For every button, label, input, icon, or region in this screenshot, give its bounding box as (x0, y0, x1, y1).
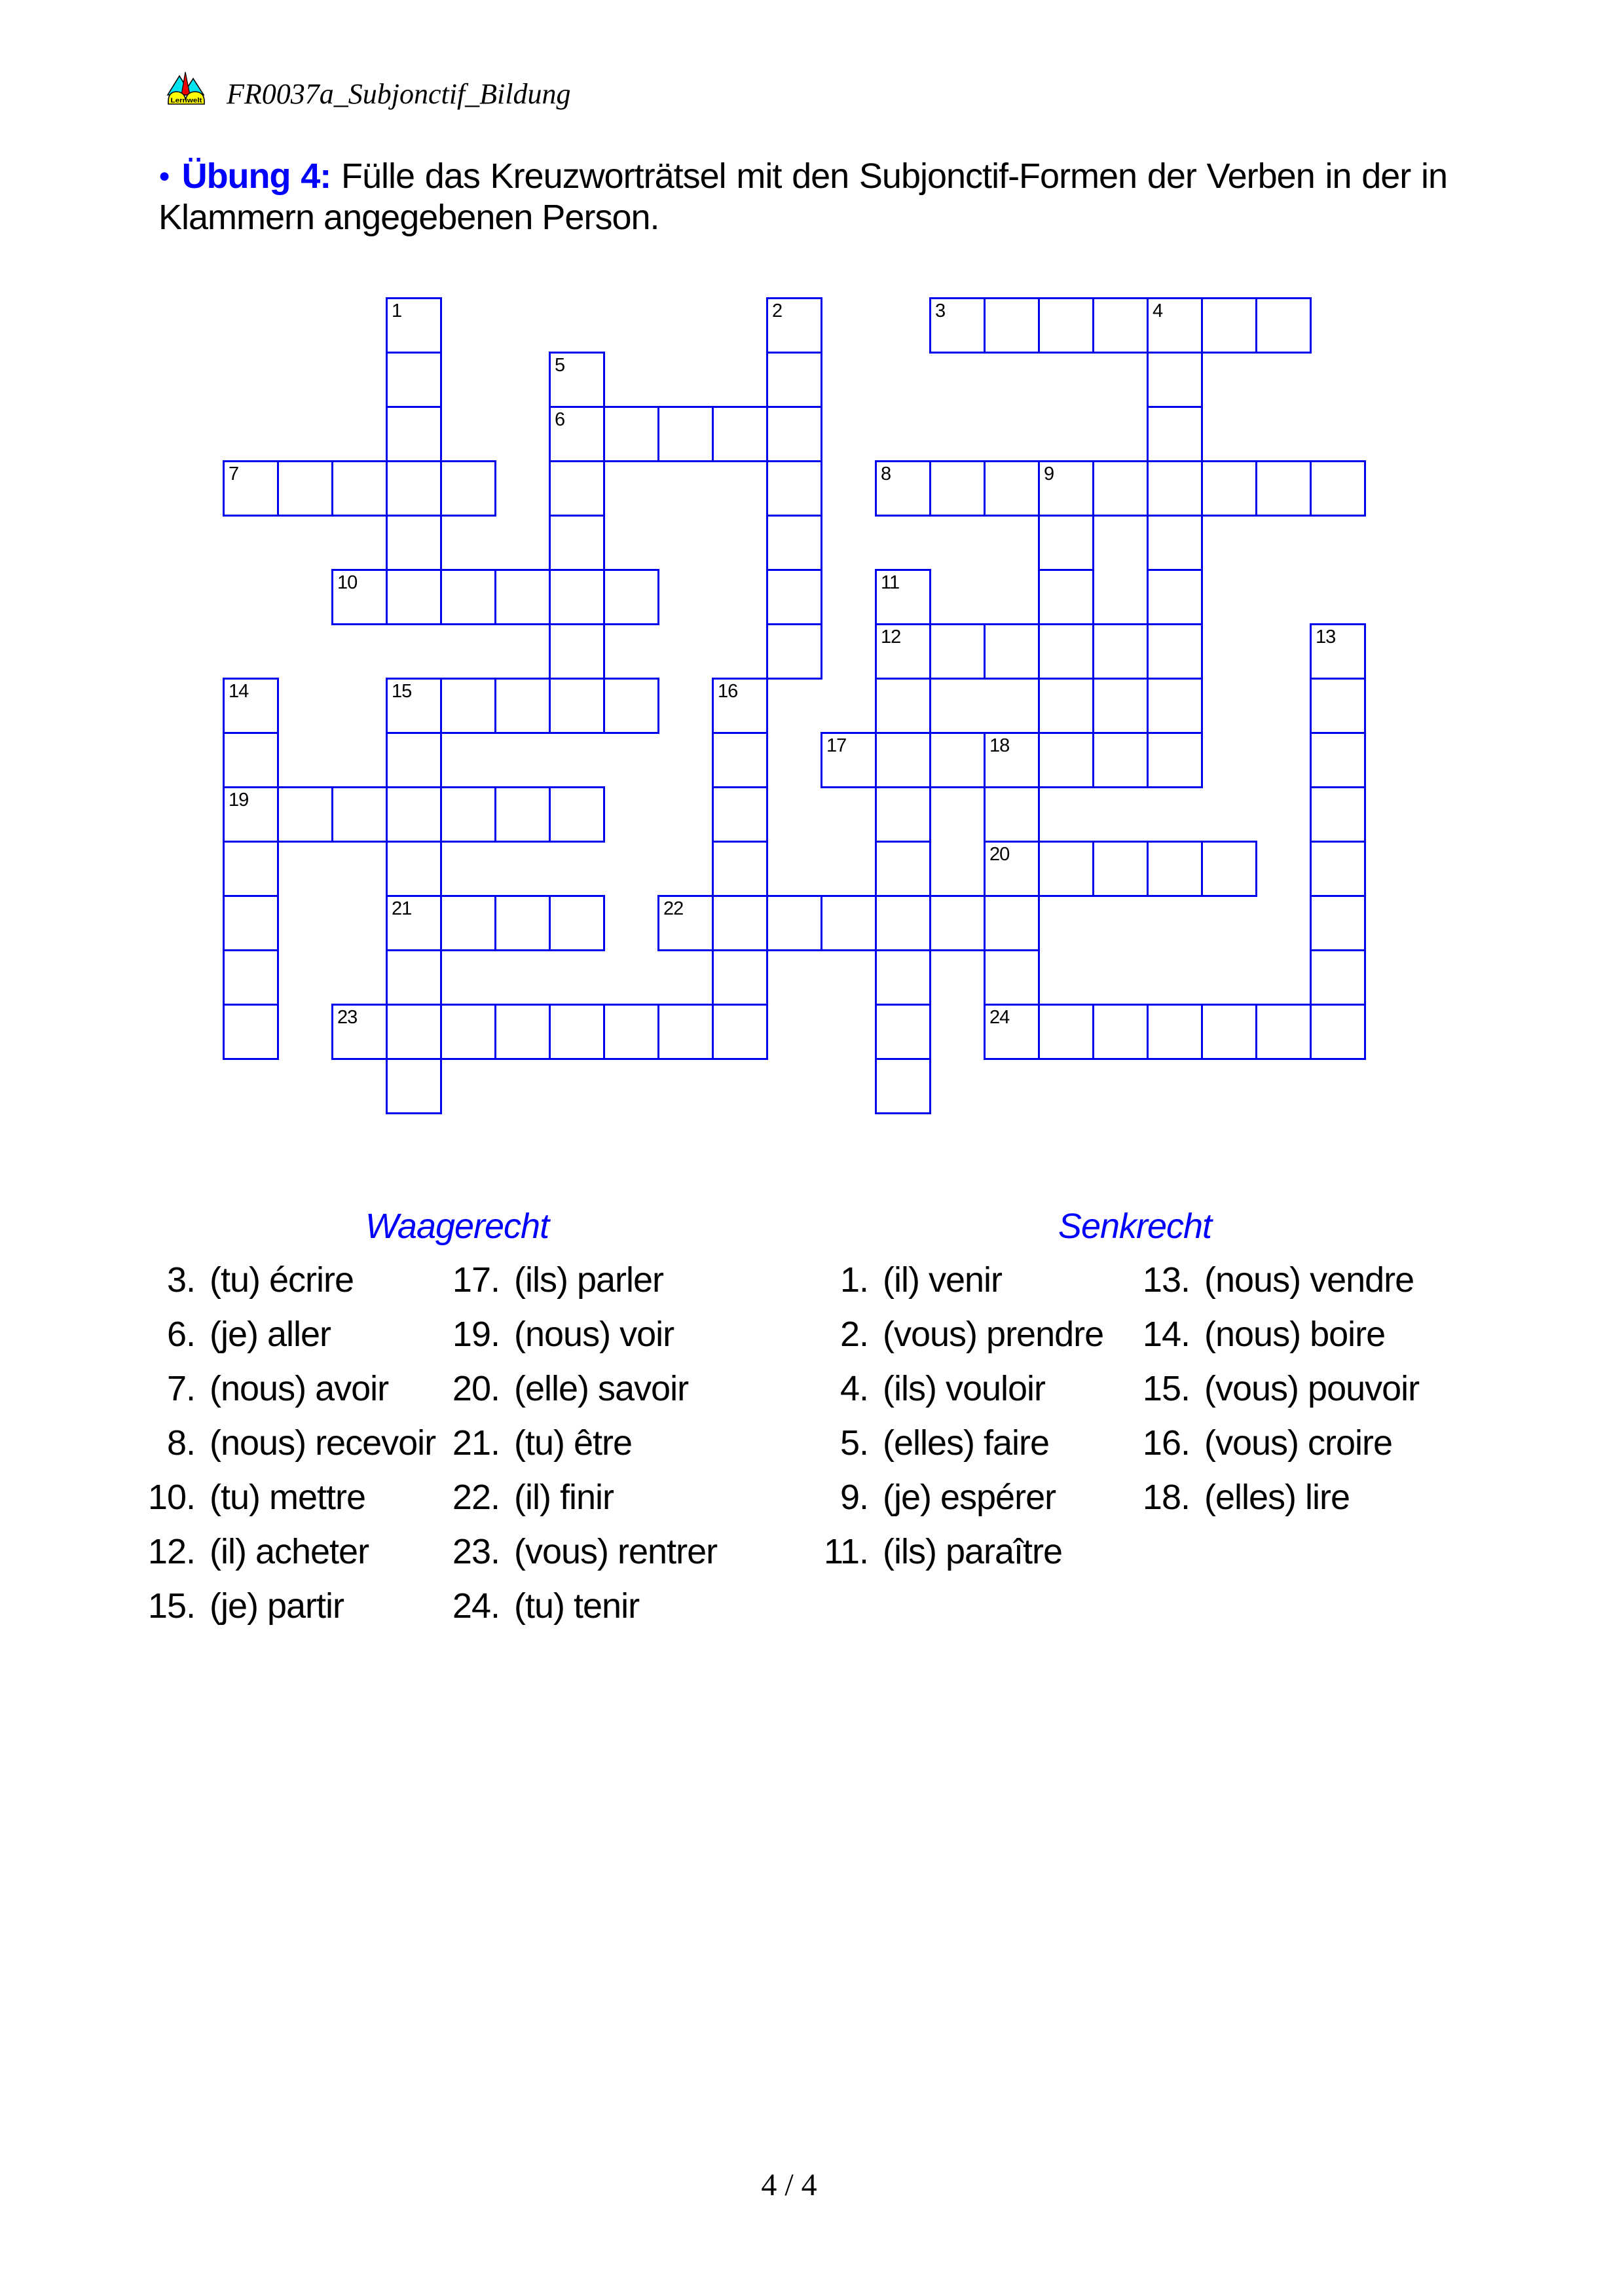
crossword-cell (603, 1004, 659, 1060)
crossword-cell (223, 678, 279, 734)
crossword-cell (549, 786, 605, 843)
crossword-cell (1038, 1004, 1094, 1060)
crossword-cell (929, 732, 986, 788)
crossword-cell (712, 406, 768, 462)
cell-number: 14 (229, 681, 249, 702)
crossword-cell (1310, 460, 1366, 517)
crossword-cell (386, 732, 442, 788)
crossword-cell (984, 786, 1040, 843)
crossword-cell (386, 515, 442, 571)
crossword-cell (386, 786, 442, 843)
cell-number: 5 (555, 355, 565, 376)
crossword-cell (766, 569, 822, 625)
cell-number: 2 (772, 301, 783, 321)
clue-number: 9. (840, 1478, 868, 1517)
crossword-cell (1147, 732, 1203, 788)
crossword-cell (875, 786, 931, 843)
crossword-cell (549, 678, 605, 734)
crossword-cell (766, 895, 822, 951)
crossword-cell (331, 460, 388, 517)
crossword-cell (331, 1004, 388, 1060)
cell-number: 17 (826, 735, 847, 756)
clue-number: 21. (452, 1423, 500, 1463)
cell-number: 20 (989, 844, 1010, 865)
clue-row (103, 1424, 435, 1478)
crossword-cell (1147, 623, 1203, 680)
crossword-cell (875, 841, 931, 897)
crossword-cell (984, 297, 1040, 354)
document-title: FR0037a_Subjonctif_Bildung (227, 78, 571, 110)
crossword-cell (929, 623, 986, 680)
crossword-cell (440, 678, 496, 734)
clue-number: 2. (840, 1315, 868, 1354)
crossword-cell (984, 895, 1040, 951)
crossword-cell (603, 406, 659, 462)
crossword-cell (1092, 1004, 1149, 1060)
crossword-cell (386, 1004, 442, 1060)
crossword-cell (549, 895, 605, 951)
crossword-cell (331, 786, 388, 843)
crossword-cell (929, 297, 986, 354)
crossword-cell (657, 406, 714, 462)
crossword-cell (440, 460, 496, 517)
crossword-cell (1038, 623, 1094, 680)
crossword-cell (657, 1004, 714, 1060)
clue-number: 13. (1142, 1260, 1190, 1300)
crossword-cell (386, 678, 442, 734)
across-heading: Waagerecht (365, 1207, 549, 1246)
clue-number: 15. (147, 1586, 195, 1626)
clue-text: (ils) paraître (883, 1532, 1063, 1571)
crossword-cell (875, 949, 931, 1006)
clue-row (1098, 1478, 1419, 1533)
crossword-cell (549, 623, 605, 680)
clue-row (408, 1533, 717, 1587)
clue-row (103, 1478, 435, 1533)
clue-row (408, 1478, 717, 1533)
crossword-cell (712, 732, 768, 788)
crossword-cell (549, 352, 605, 408)
crossword-cell (386, 352, 442, 408)
crossword-cell (984, 623, 1040, 680)
clue-number: 14. (1142, 1315, 1190, 1354)
crossword-cell (1038, 841, 1094, 897)
crossword-cell (984, 841, 1040, 897)
crossword-cell (1092, 460, 1149, 517)
crossword-cell (1038, 678, 1094, 734)
crossword-cell (494, 1004, 551, 1060)
crossword-cell (386, 1058, 442, 1114)
crossword-cell (712, 895, 768, 951)
cell-number: 4 (1153, 301, 1163, 321)
crossword-cell (1201, 1004, 1257, 1060)
cell-number: 16 (718, 681, 738, 702)
cell-number: 11 (881, 572, 900, 593)
clue-text: (il) finir (514, 1478, 614, 1517)
clue-text: (vous) rentrer (514, 1532, 718, 1571)
clue-number: 3. (166, 1260, 195, 1300)
crossword-cell (223, 786, 279, 843)
crossword-cell (1310, 786, 1366, 843)
clue-row (103, 1370, 435, 1424)
crossword-cell (1147, 515, 1203, 571)
clue-row (103, 1261, 435, 1315)
crossword-cell (875, 895, 931, 951)
clue-row (777, 1424, 1103, 1478)
crossword-cell (712, 1004, 768, 1060)
cell-number: 18 (989, 735, 1010, 756)
crossword-cell (984, 1004, 1040, 1060)
cell-number: 22 (663, 898, 684, 919)
clue-row (408, 1424, 717, 1478)
crossword-cell (821, 895, 877, 951)
crossword-cell (223, 895, 279, 951)
clue-row (103, 1533, 435, 1587)
clue-text: (tu) être (514, 1423, 633, 1463)
clue-number: 8. (166, 1423, 195, 1463)
clue-text: (nous) vendre (1204, 1260, 1414, 1300)
crossword-cell (603, 569, 659, 625)
across-clue-column-2 (408, 1261, 717, 1641)
clue-row (777, 1533, 1103, 1587)
clue-text: (il) venir (883, 1260, 1003, 1300)
crossword-cell (821, 732, 877, 788)
cell-number: 7 (229, 464, 239, 484)
crossword-cell (223, 1004, 279, 1060)
clue-text: (tu) mettre (210, 1478, 366, 1517)
crossword-cell (1147, 569, 1203, 625)
crossword-cell (386, 949, 442, 1006)
crossword-cell (766, 460, 822, 517)
instruction-line2: Klammern angegebenen Person. (158, 198, 659, 237)
clue-row (408, 1587, 717, 1641)
crossword-cell (875, 460, 931, 517)
crossword-cell (984, 460, 1040, 517)
crossword-cell (494, 678, 551, 734)
crossword-cell (1310, 841, 1366, 897)
crossword-cell (766, 515, 822, 571)
crossword-cell (1310, 1004, 1366, 1060)
clue-text: (nous) recevoir (210, 1423, 436, 1463)
exercise-label: Übung 4: (181, 156, 331, 196)
clue-text: (vous) croire (1204, 1423, 1393, 1463)
crossword-cell (1038, 460, 1094, 517)
crossword-cell (440, 1004, 496, 1060)
crossword-cell (984, 949, 1040, 1006)
cell-number: 19 (229, 790, 249, 811)
clue-row (777, 1478, 1103, 1533)
crossword-cell (766, 352, 822, 408)
crossword-cell (386, 406, 442, 462)
crossword-cell (657, 895, 714, 951)
crossword-cell (603, 678, 659, 734)
clue-text: (ils) parler (514, 1260, 664, 1300)
clue-number: 18. (1142, 1478, 1190, 1517)
instruction-text: Fülle das Kreuzworträtsel mit den Subjonctif-Formen der Verben in der in (341, 156, 1447, 196)
clue-row (1098, 1315, 1419, 1370)
crossword-cell (1310, 895, 1366, 951)
clue-row (103, 1587, 435, 1641)
clue-number: 6. (166, 1315, 195, 1354)
crossword-cell (386, 841, 442, 897)
crossword-cell (875, 1004, 931, 1060)
clue-number: 22. (452, 1478, 500, 1517)
crossword-cell (712, 949, 768, 1006)
clue-number: 1. (840, 1260, 868, 1300)
crossword-cell (984, 732, 1040, 788)
clue-text: (elles) faire (883, 1423, 1050, 1463)
clue-row (1098, 1261, 1419, 1315)
cell-number: 9 (1044, 464, 1054, 484)
crossword-cell (1255, 1004, 1312, 1060)
clue-number: 19. (452, 1315, 500, 1354)
crossword-cell (386, 895, 442, 951)
cell-number: 12 (881, 627, 901, 647)
clue-number: 7. (166, 1369, 195, 1408)
crossword-cell (331, 569, 388, 625)
clue-row (103, 1315, 435, 1370)
page-number: 4 / 4 (761, 2168, 817, 2202)
crossword-cell (277, 460, 333, 517)
crossword-cell (494, 569, 551, 625)
clue-text: (tu) tenir (514, 1586, 640, 1626)
clue-number: 16. (1142, 1423, 1190, 1463)
clue-row (777, 1315, 1103, 1370)
crossword-cell (875, 569, 931, 625)
clue-text: (elle) savoir (514, 1369, 689, 1408)
cell-number: 23 (337, 1007, 358, 1028)
crossword-cell (1092, 623, 1149, 680)
crossword-cell (1201, 460, 1257, 517)
crossword-cell (1038, 732, 1094, 788)
crossword-cell (1201, 841, 1257, 897)
crossword-cell (494, 786, 551, 843)
crossword-cell (875, 732, 931, 788)
crossword-cell (386, 297, 442, 354)
down-heading: Senkrecht (1058, 1207, 1212, 1246)
cell-number: 13 (1316, 627, 1336, 647)
clue-text: (tu) écrire (210, 1260, 354, 1300)
crossword-cell (1092, 732, 1149, 788)
crossword-cell (1310, 949, 1366, 1006)
clue-text: (il) acheter (210, 1532, 369, 1571)
cell-number: 3 (935, 301, 946, 321)
crossword-cell (1147, 460, 1203, 517)
crossword-cell (1092, 297, 1149, 354)
clue-row (408, 1370, 717, 1424)
clue-number: 10. (147, 1478, 195, 1517)
crossword-cell (386, 460, 442, 517)
crossword-cell (766, 297, 822, 354)
crossword-cell (712, 678, 768, 734)
crossword-cell (875, 623, 931, 680)
crossword-cell (1147, 297, 1203, 354)
crossword-cell (1201, 297, 1257, 354)
crossword-cell (1310, 623, 1366, 680)
crossword-cell (549, 569, 605, 625)
clue-text: (je) partir (210, 1586, 344, 1626)
crossword-cell (1092, 841, 1149, 897)
clue-text: (je) aller (210, 1315, 331, 1354)
clue-number: 17. (452, 1260, 500, 1300)
crossword-cell (1310, 678, 1366, 734)
crossword-cell (712, 841, 768, 897)
clue-text: (vous) pouvoir (1204, 1369, 1420, 1408)
clue-number: 11. (823, 1532, 868, 1571)
clue-number: 20. (452, 1369, 500, 1408)
clue-text: (vous) prendre (883, 1315, 1104, 1354)
crossword-cell (1038, 515, 1094, 571)
crossword-cell (549, 460, 605, 517)
crossword-cell (440, 786, 496, 843)
clue-row (777, 1261, 1103, 1315)
crossword-cell (1255, 460, 1312, 517)
across-clue-column-1 (103, 1261, 435, 1641)
clue-text: (nous) voir (514, 1315, 674, 1354)
crossword-cell (1147, 1004, 1203, 1060)
crossword-cell (929, 895, 986, 951)
cell-number: 6 (555, 409, 565, 430)
crossword-cell (223, 732, 279, 788)
crossword-cell (549, 1004, 605, 1060)
cell-number: 1 (392, 301, 402, 321)
crossword-cell (440, 569, 496, 625)
cell-number: 24 (989, 1007, 1010, 1028)
clue-text: (elles) lire (1204, 1478, 1350, 1517)
cell-number: 8 (881, 464, 891, 484)
crossword-cell (712, 786, 768, 843)
cell-number: 10 (337, 572, 358, 593)
crossword-cell (223, 949, 279, 1006)
crossword-cell (223, 460, 279, 517)
clue-row (777, 1370, 1103, 1424)
clue-number: 4. (840, 1369, 868, 1408)
crossword-cell (549, 406, 605, 462)
crossword-cell (929, 460, 986, 517)
bullet-icon: ● (158, 165, 172, 187)
crossword-cell (875, 678, 931, 734)
clue-text: (nous) boire (1204, 1315, 1386, 1354)
crossword-cell (494, 895, 551, 951)
crossword-cell (1038, 297, 1094, 354)
clue-row (1098, 1424, 1419, 1478)
clue-number: 5. (840, 1423, 868, 1463)
crossword-cell (386, 569, 442, 625)
cell-number: 15 (392, 681, 412, 702)
crossword-cell (766, 623, 822, 680)
crossword-cell (1147, 678, 1203, 734)
crossword-cell (1147, 406, 1203, 462)
clue-text: (je) espérer (883, 1478, 1056, 1517)
crossword-cell (1255, 297, 1312, 354)
clue-row (408, 1261, 717, 1315)
clue-text: (nous) avoir (210, 1369, 389, 1408)
cell-number: 21 (392, 898, 412, 919)
crossword-cell (766, 406, 822, 462)
clue-number: 24. (452, 1586, 500, 1626)
logo-label: Lernwelt (170, 96, 203, 105)
crossword-cell (277, 786, 333, 843)
clue-row (408, 1315, 717, 1370)
crossword-cell (1147, 352, 1203, 408)
crossword-cell (1147, 841, 1203, 897)
crossword-cell (1310, 732, 1366, 788)
clue-number: 15. (1142, 1369, 1190, 1408)
crossword-cell (549, 515, 605, 571)
down-clue-column-1 (777, 1261, 1103, 1587)
clue-row (1098, 1370, 1419, 1424)
crossword-cell (440, 895, 496, 951)
crossword-cell (1038, 569, 1094, 625)
crossword-cell (223, 841, 279, 897)
clue-text: (ils) vouloir (883, 1369, 1046, 1408)
down-clue-column-2 (1098, 1261, 1419, 1533)
clue-number: 23. (452, 1532, 500, 1571)
clue-number: 12. (147, 1532, 195, 1571)
crossword-cell (875, 1058, 931, 1114)
